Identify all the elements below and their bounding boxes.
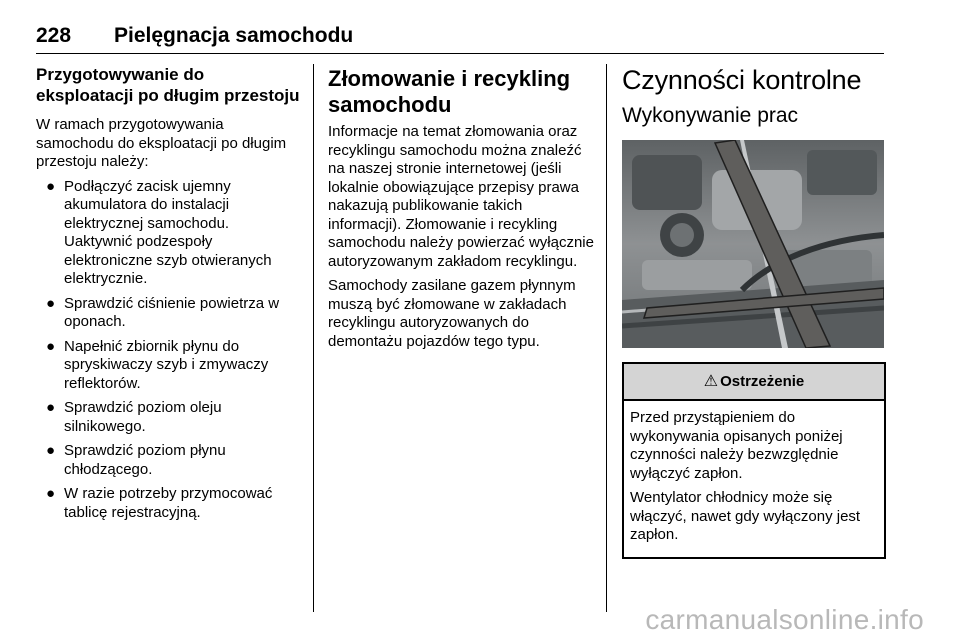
list-item-text: Podłączyć zacisk ujemny akumulatora do instalacji elektrycznej samochodu. Uaktywnić podzespoły elektroniczne szyb otwieranych elektrycznie.: [64, 177, 272, 287]
scrapping-paragraph: Informacje na temat złomowania oraz recyklingu samochodu można znaleźć na naszej stronie internetowej (jeśli lokalnie obowiązujące przepisy prawa nakazują publikowanie takich informacji). Złomowanie i recykling samochodu należy powierzać wyłącznie autoryzowanym zakładom recyklingu.: [328, 123, 594, 270]
page-number: 228: [36, 24, 72, 47]
warning-body: [624, 401, 884, 557]
list-item: [36, 178, 300, 289]
column-checks: [622, 64, 886, 559]
list-item-text: Sprawdzić ciśnienie powietrza w oponach.: [64, 294, 280, 330]
list-item-text: Sprawdzić poziom płynu chłodzącego.: [64, 442, 226, 478]
column-divider: [313, 64, 314, 612]
bullet-icon: ●: [46, 294, 56, 312]
bullet-icon: ●: [46, 337, 56, 355]
bullet-icon: ●: [46, 399, 56, 416]
list-item: [36, 485, 300, 522]
subsection-title: Wykonywanie prac: [622, 104, 799, 127]
column-scrapping: [328, 64, 594, 357]
list-item: [36, 295, 300, 332]
list-item-text: Sprawdzić poziom oleju silnikowego.: [64, 399, 222, 435]
bullet-icon: ●: [46, 177, 56, 195]
list-item-text: W razie potrzeby przymocować tablicę rejestracyjną.: [64, 485, 273, 521]
section-title-checks: Czynności kontrolne: [622, 65, 862, 95]
storage-intro: W ramach przygotowywania samochodu do eksploatacji po długim przestoju należy:: [36, 116, 287, 170]
bullet-icon: ●: [46, 442, 56, 459]
watermark: carmanualsonline.info: [645, 604, 924, 635]
engine-compartment-photo: [622, 140, 884, 348]
page-heading: Pielęgnacja samochodu: [114, 24, 354, 47]
header-rule: [36, 53, 884, 54]
warning-header: [624, 364, 884, 401]
column-divider: [606, 64, 607, 612]
section-title-scrapping: Złomowanie i recykling samochodu: [328, 66, 571, 117]
list-item: [36, 399, 300, 436]
warning-paragraph: Wentylator chłodnicy może się włączyć, nawet gdy wyłączony jest zapłon.: [630, 489, 861, 543]
scrapping-paragraph: Samochody zasilane gazem płynnym muszą być złomowane w zakładach recyklingu autoryzowanych do demontażu pojazdów tego typu.: [328, 277, 576, 350]
list-item-text: Napełnić zbiornik płynu do spryskiwaczy szyb i zmywaczy reflektorów.: [64, 337, 269, 392]
column-storage-preparation: [36, 64, 300, 528]
warning-box: [622, 362, 886, 559]
bullet-icon: ●: [46, 485, 56, 502]
list-item: [36, 338, 300, 394]
warning-triangle-icon: ⚠: [703, 372, 719, 390]
storage-checklist: [36, 178, 300, 523]
section-title-storage: Przygotowywanie do eksploatacji po długim przestoju: [36, 65, 300, 105]
list-item: [36, 442, 300, 479]
warning-paragraph: Przed przystąpieniem do wykonywania opisanych poniżej czynności należy bezwzględnie wyłączyć zapłon.: [630, 409, 843, 482]
warning-label: Ostrzeżenie: [720, 373, 805, 390]
